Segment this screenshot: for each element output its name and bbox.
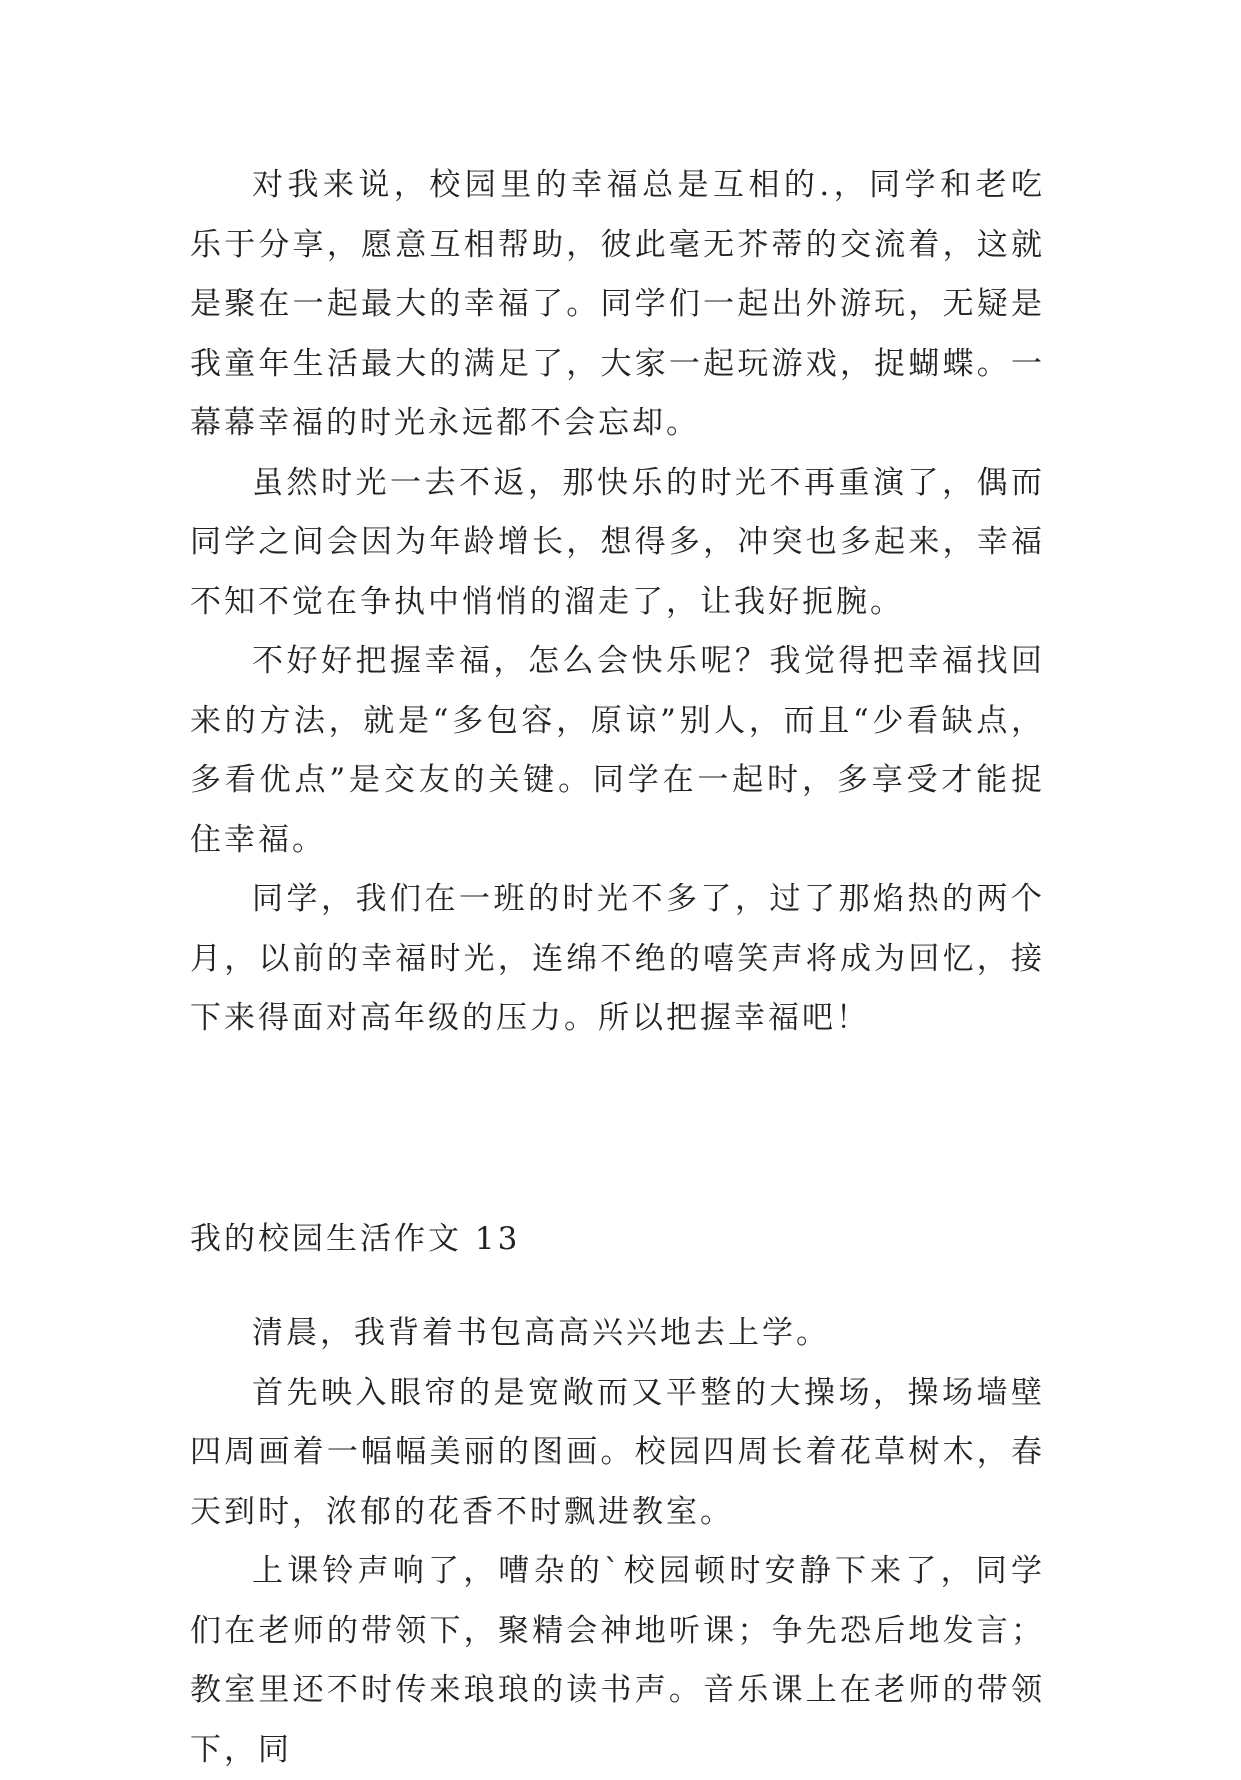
essay-section-one xyxy=(190,156,1045,1049)
paragraph-6: 首先映入眼帘的是宽敞而又平整的大操场，操场墙壁四周画着一幅幅美丽的图画。校园四周长着花草树木，春天到时，浓郁的花香不时飘进教室。 xyxy=(190,1374,1045,1530)
essay-section-two xyxy=(190,1304,1045,1780)
essay-title: 我的校园生活作文 13 xyxy=(190,1221,521,1257)
paragraph-2: 虽然时光一去不返，那快乐的时光不再重演了，偶而同学之间会因为年龄增长，想得多，冲突也多起来，幸福不知不觉在争执中悄悄的溜走了，让我好扼腕。 xyxy=(190,464,1045,620)
paragraph-1: 对我来说，校园里的幸福总是互相的.，同学和老吃乐于分享，愿意互相帮助，彼此毫无芥蒂的交流着，这就是聚在一起最大的幸福了。同学们一起出外游玩，无疑是我童年生活最大的满足了，大家一起玩游戏，捉蝴蝶。一幕幕幸福的时光永远都不会忘却。 xyxy=(190,167,1045,441)
paragraph-5: 清晨，我背着书包高高兴兴地去上学。 xyxy=(252,1315,830,1351)
paragraph-4: 同学，我们在一班的时光不多了，过了那焰热的两个月，以前的幸福时光，连绵不绝的嘻笑声将成为回忆，接下来得面对高年级的压力。所以把握幸福吧！ xyxy=(190,881,1045,1036)
paragraph-3: 不好好把握幸福，怎么会快乐呢？我觉得把幸福找回来的方法，就是“多包容，原谅”别人，而且“少看缺点，多看优点”是交友的关键。同学在一起时，多享受才能捉住幸福。 xyxy=(190,643,1045,858)
paragraph-7: 上课铃声响了，嘈杂的`校园顿时安静下来了，同学们在老师的带领下，聚精会神地听课；争先恐后地发言；教室里还不时传来琅琅的读书声。音乐课上在老师的带领下，同 xyxy=(190,1553,1045,1768)
